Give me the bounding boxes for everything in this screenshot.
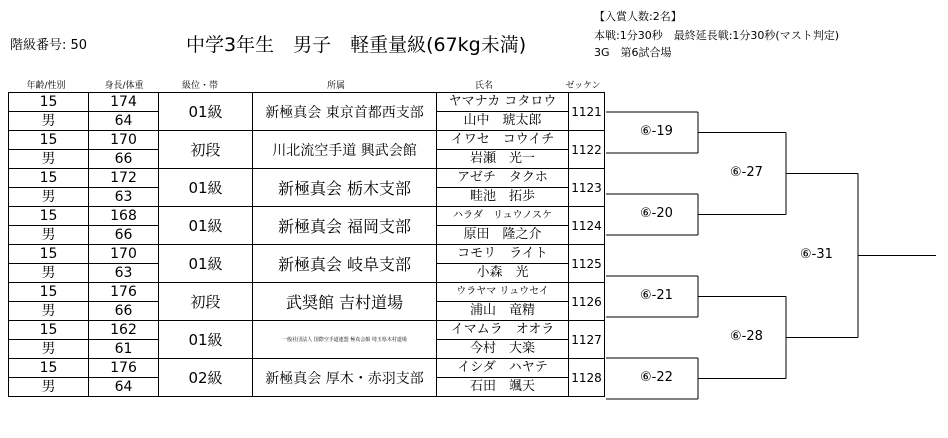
age-cell: 15: [9, 359, 89, 378]
match-label: ⑥-19: [640, 123, 673, 139]
bib-cell: 1124: [569, 207, 605, 245]
page-title: 中学3年生 男子 軽重量級(67kg未満): [186, 34, 527, 56]
kana-name-cell: ウラヤマ リュウセイ: [437, 283, 569, 302]
weight-cell: 63: [89, 264, 159, 283]
grade-cell: 01級: [159, 93, 253, 131]
kana-name-cell: イマムラ オオラ: [437, 321, 569, 340]
weight-cell: 66: [89, 302, 159, 321]
height-cell: 162: [89, 321, 159, 340]
height-cell: 170: [89, 245, 159, 264]
venue-info: 3G 第6試合場: [594, 46, 672, 59]
kana-name-cell: イワセ コウイチ: [437, 131, 569, 150]
grade-cell: 02級: [159, 359, 253, 397]
bib-cell: 1126: [569, 283, 605, 321]
kana-name-cell: アゼチ タクホ: [437, 169, 569, 188]
age-cell: 15: [9, 207, 89, 226]
grade-cell: 01級: [159, 207, 253, 245]
org-cell: 川北流空手道 興武会館: [253, 131, 437, 169]
col-header-height-weight: 身長/体重: [104, 81, 144, 91]
org-cell: 新極真会 厚木・赤羽支部: [253, 359, 437, 397]
bib-cell: 1122: [569, 131, 605, 169]
kana-name-cell: イシダ ハヤテ: [437, 359, 569, 378]
kanji-name-cell: 畦池 拓歩: [437, 188, 569, 207]
org-cell: 新極真会 栃木支部: [253, 169, 437, 207]
sex-cell: 男: [9, 264, 89, 283]
match-label: ⑥-27: [730, 164, 763, 180]
kanji-name-cell: 小森 光: [437, 264, 569, 283]
bib-cell: 1121: [569, 93, 605, 131]
sex-cell: 男: [9, 226, 89, 245]
height-cell: 172: [89, 169, 159, 188]
height-cell: 170: [89, 131, 159, 150]
age-cell: 15: [9, 245, 89, 264]
bib-cell: 1127: [569, 321, 605, 359]
kanji-name-cell: 原田 隆之介: [437, 226, 569, 245]
col-header-age-sex: 年齢/性別: [26, 81, 66, 91]
col-header-grade: 級位・帯: [181, 81, 218, 91]
org-cell: 新極真会 東京首都西支部: [253, 93, 437, 131]
class-number: 階級番号: 50: [10, 38, 88, 53]
bib-cell: 1125: [569, 245, 605, 283]
org-cell: 新極真会 岐阜支部: [253, 245, 437, 283]
match-label: ⑥-21: [640, 287, 673, 303]
grade-cell: 01級: [159, 245, 253, 283]
org-cell: 新極真会 福岡支部: [253, 207, 437, 245]
match-rules: 本戦:1分30秒 最終延長戦:1分30秒(マスト判定): [594, 29, 839, 42]
sex-cell: 男: [9, 188, 89, 207]
col-header-org: 所属: [326, 81, 345, 91]
bib-cell: 1128: [569, 359, 605, 397]
org-cell: 武奨館 吉村道場: [253, 283, 437, 321]
age-cell: 15: [9, 169, 89, 188]
height-cell: 168: [89, 207, 159, 226]
age-cell: 15: [9, 283, 89, 302]
grade-cell: 01級: [159, 169, 253, 207]
final-match-label: ⑥-31: [800, 246, 833, 262]
sex-cell: 男: [9, 150, 89, 169]
weight-cell: 63: [89, 188, 159, 207]
weight-cell: 66: [89, 150, 159, 169]
kanji-name-cell: 岩瀬 光一: [437, 150, 569, 169]
age-cell: 15: [9, 131, 89, 150]
match-label: ⑥-20: [640, 205, 673, 221]
age-cell: 15: [9, 93, 89, 112]
height-cell: 176: [89, 359, 159, 378]
sex-cell: 男: [9, 112, 89, 131]
height-cell: 174: [89, 93, 159, 112]
weight-cell: 64: [89, 112, 159, 131]
sex-cell: 男: [9, 378, 89, 397]
winners-count: 【入賞人数:2名】: [594, 10, 682, 23]
bib-cell: 1123: [569, 169, 605, 207]
sex-cell: 男: [9, 302, 89, 321]
kana-name-cell: ハラダ リュウノスケ: [437, 207, 569, 226]
grade-cell: 初段: [159, 131, 253, 169]
kanji-name-cell: 石田 颯天: [437, 378, 569, 397]
weight-cell: 66: [89, 226, 159, 245]
weight-cell: 64: [89, 378, 159, 397]
col-header-name: 氏名: [474, 81, 493, 91]
grade-cell: 01級: [159, 321, 253, 359]
kana-name-cell: ヤマナカ コタロウ: [437, 93, 569, 112]
org-cell: 一般社団法人 国際空手道連盟 極真会館 埼玉県木村道場: [253, 321, 437, 359]
grade-cell: 初段: [159, 283, 253, 321]
kanji-name-cell: 山中 琥太郎: [437, 112, 569, 131]
kanji-name-cell: 浦山 竜精: [437, 302, 569, 321]
match-label: ⑥-28: [730, 328, 763, 344]
match-label: ⑥-22: [640, 369, 673, 385]
age-cell: 15: [9, 321, 89, 340]
kanji-name-cell: 今村 大楽: [437, 340, 569, 359]
col-header-bib: ゼッケン: [565, 81, 601, 91]
sex-cell: 男: [9, 340, 89, 359]
height-cell: 176: [89, 283, 159, 302]
weight-cell: 61: [89, 340, 159, 359]
kana-name-cell: コモリ ライト: [437, 245, 569, 264]
